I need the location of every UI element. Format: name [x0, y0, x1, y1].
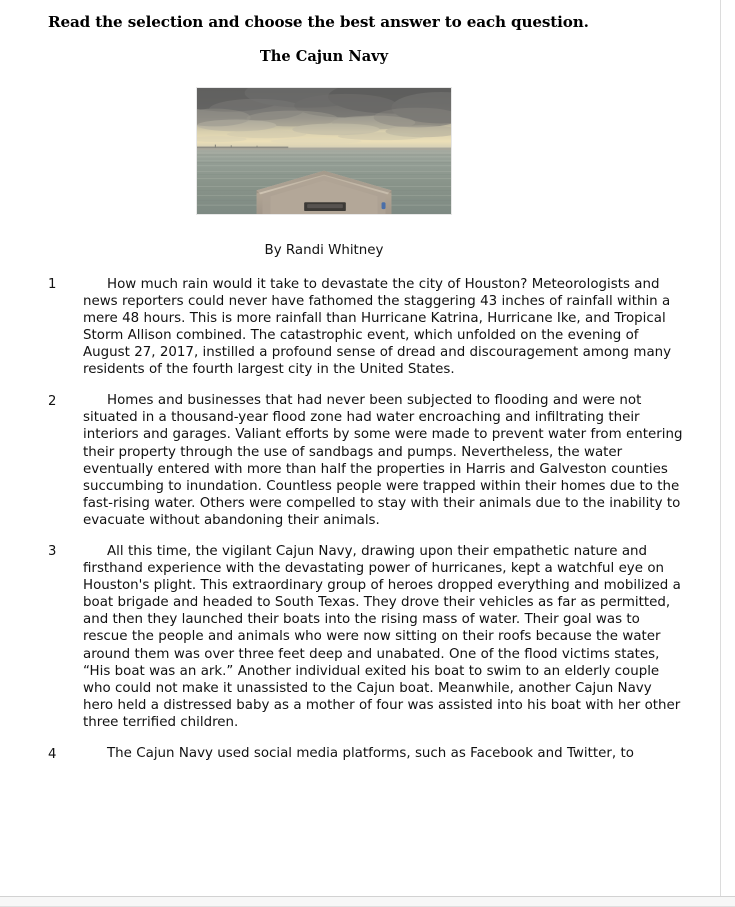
passage-paragraph	[48, 392, 684, 529]
paragraph-number: 2	[48, 393, 57, 409]
passage-body	[48, 260, 684, 763]
paragraph-text: How much rain would it take to devastate the city of Houston? Meteorologists and news reporters could never have fathomed the staggering 43 inches of rainfall within a mere 48 hours. This is more rainfall than Hurricane Katrina, Hurricane Ike, and Tropical Storm Allison combined. The catastrophic event, which unfolded on the evening of August 27, 2017, instilled a profound sense of dread and discouragement among many residents of the fourth largest city in the United States.	[83, 276, 672, 378]
byline: By Randi Whitney	[264, 243, 384, 259]
paragraph-text: Homes and businesses that had never been subjected to flooding and were not situated in a thousand-year flood zone had water encroaching and infiltrating their interiors and garages. Valiant efforts by some were made to prevent water from entering their property through the use of sandbags and pumps. Nevertheless, the water eventually entered with more than half the properties in Harris and Galveston counties succumbing to inundation. Countless people were trapped within their homes due to the fast-rising water. Others were compelled to stay with their animals due to the inability to evacuate without abandoning their animals.	[83, 393, 683, 528]
directions-heading: Read the selection and choose the best answer to each question.	[48, 13, 589, 31]
paragraph-number: 3	[48, 544, 57, 560]
viewer-bottom-strip	[0, 897, 735, 907]
page-title: The Cajun Navy	[259, 48, 389, 65]
paragraph-text: All this time, the vigilant Cajun Navy, drawing upon their empathetic nature and firsthand experience with the devastating power of hurricanes, kept a watchful eye on Houston's plight. This extraordinary group of heroes dropped everything and mobilized a boat brigade and headed to South Texas. They drove their vehicles as far as permitted, and then they launched their boats into the rising mass of water. Their goal was to rescue the people and animals who were now sitting on their roofs because the water around them was over three feet deep and unabated. One of the flood victims states, “His boat was an ark.” Another individual exited his boat to swim to an elderly couple who could not make it unassisted to the Cajun boat. Meanwhile, another Cajun Navy hero held a distressed baby as a mother of four was assisted into his boat with her other three terrified children.	[83, 543, 681, 730]
passage-paragraph	[48, 276, 684, 379]
passage-paragraph	[48, 543, 684, 731]
paragraph-number: 4	[48, 746, 57, 762]
paragraph-number: 1	[48, 277, 57, 293]
boat-photograph	[196, 87, 452, 215]
paragraph-text: The Cajun Navy used social media platforms, such as Facebook and Twitter, to	[107, 746, 634, 761]
passage-paragraph	[48, 745, 684, 763]
page-content	[48, 0, 684, 777]
page-gutter	[722, 0, 735, 897]
figure	[48, 87, 684, 215]
